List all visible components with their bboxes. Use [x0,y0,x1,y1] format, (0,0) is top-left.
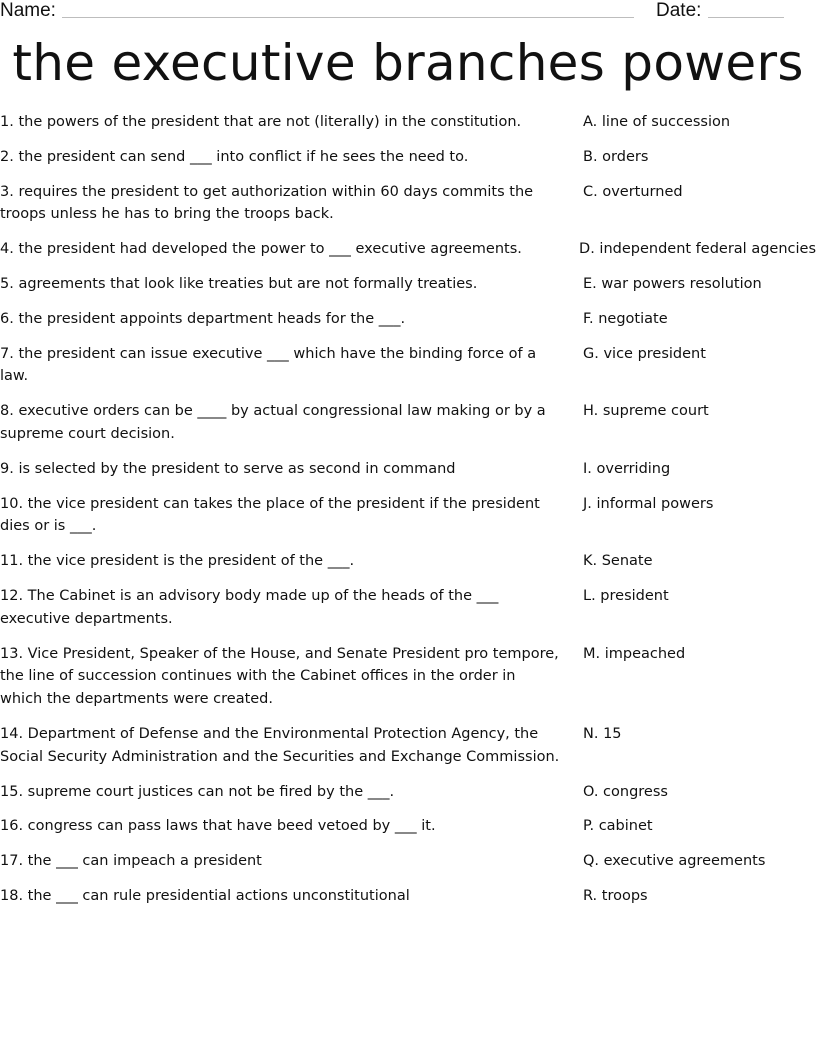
answer-option: E. war powers resolution [583,275,762,292]
clue-text: 7. the president can issue executive ___ which have the binding force of a law. [0,345,537,385]
matching-row [0,343,816,389]
matching-row [0,111,816,134]
matching-row [0,308,816,331]
clue-text: 12. The Cabinet is an advisory body made up of the heads of the ___ executive departments. [0,587,499,627]
matching-row [0,885,816,908]
matching-row [0,815,816,838]
matching-row [0,643,816,711]
clue-text: 8. executive orders can be ____ by actual congressional law making or by a supreme court decision. [0,403,546,442]
answer-option: I. overriding [583,460,671,477]
matching-row [0,400,816,446]
matching-row [0,781,816,804]
answer-option: M. impeached [583,645,686,662]
matching-row [0,550,816,573]
clue-text: 4. the president had developed the power to ___ executive agreements. [0,241,522,258]
clue-text: 16. congress can pass laws that have beed vetoed by ___ it. [0,818,436,835]
clue-text: 18. the ___ can rule presidential actions unconstitutional [0,887,410,904]
answer-option: G. vice president [583,345,706,362]
answer-option: B. orders [583,148,649,165]
matching-row [0,458,816,481]
answer-option: N. 15 [583,725,622,742]
worksheet-title: the executive branches powers [12,34,804,92]
matching-row [0,723,816,769]
date-label: Date: [656,0,702,21]
answer-option: H. supreme court [583,403,709,420]
matching-row [0,585,816,631]
answer-option: F. negotiate [583,310,668,327]
clue-text: 3. requires the president to get authorization within 60 days commits the troops unless he has to bring the troops back. [0,183,534,223]
answer-option: Q. executive agreements [583,853,766,870]
clue-text: 13. Vice President, Speaker of the House, and Senate President pro tempore, the line of succession continues with the Cabinet offices in the order in which the departments were created. [0,645,559,708]
matching-row [0,273,816,296]
answer-option: R. troops [583,887,648,904]
clue-text: 5. agreements that look like treaties but are not formally treaties. [0,275,478,292]
clue-text: 1. the powers of the president that are not (literally) in the constitution. [0,114,522,130]
answer-option: J. informal powers [583,495,714,512]
clue-text: 9. is selected by the president to serve as second in command [0,460,456,477]
matching-row [0,238,816,261]
clue-text: 6. the president appoints department heads for the ___. [0,310,406,327]
matching-row [0,181,816,227]
matching-row [0,146,816,169]
matching-list [0,111,816,920]
clue-text: 10. the vice president can takes the place of the president if the president dies or is ___. [0,495,540,535]
answer-option: C. overturned [583,183,683,200]
answer-option: L. president [583,587,669,604]
name-label: Name: [0,0,56,21]
clue-text: 14. Department of Defense and the Environmental Protection Agency, the Social Security Administration and the Securities and Exchange Commission. [0,725,560,765]
worksheet-header [0,0,816,24]
answer-option: K. Senate [583,553,653,570]
matching-row [0,850,816,873]
clue-text: 11. the vice president is the president of the ___. [0,553,355,570]
name-blank-line [62,17,634,18]
answer-option: O. congress [583,783,668,800]
answer-option: D. independent federal agencies [579,241,816,258]
clue-text: 15. supreme court justices can not be fired by the ___. [0,783,395,800]
matching-row [0,493,816,539]
answer-option: A. line of succession [583,114,731,130]
date-blank-line [708,17,784,18]
answer-option: P. cabinet [583,818,653,835]
clue-text: 17. the ___ can impeach a president [0,853,262,870]
clue-text: 2. the president can send ___ into conflict if he sees the need to. [0,148,469,165]
